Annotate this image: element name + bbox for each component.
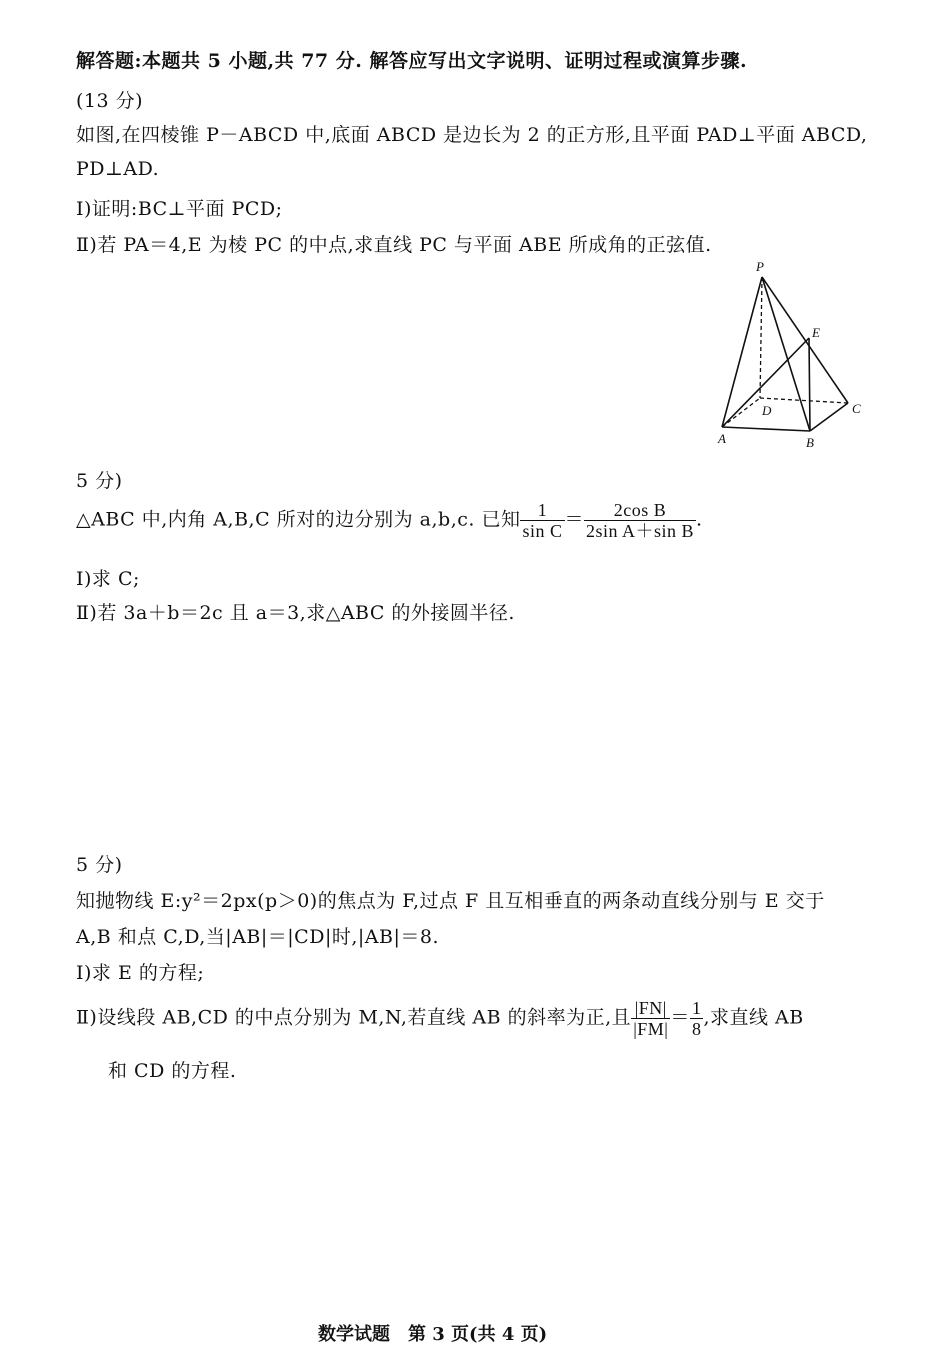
label-a: A xyxy=(718,431,726,446)
q2-part1: Ⅰ)求 C; xyxy=(76,568,140,590)
pyramid-figure xyxy=(700,255,870,455)
q2-stem-suffix: . xyxy=(696,508,703,531)
frac-numerator: 1 xyxy=(691,998,702,1018)
label-p: P xyxy=(756,259,764,274)
q1-stem-line1: 如图,在四棱锥 P－ABCD 中,底面 ABCD 是边长为 2 的正方形,且平面 PAD⊥平面 ABCD, xyxy=(76,124,868,146)
q1-points: (13 分) xyxy=(76,90,144,112)
q2-part2: Ⅱ)若 3a＋b＝2c 且 a＝3,求△ABC 的外接圆半径. xyxy=(76,602,515,624)
edge-pa xyxy=(722,277,762,427)
q3-ratio-fraction xyxy=(631,998,670,1039)
frac-denominator: 2sin A＋sin B xyxy=(586,521,695,541)
edge-dc xyxy=(760,398,848,403)
frac-numerator: 2cos B xyxy=(584,500,696,521)
q1-stem-line2: PD⊥AD. xyxy=(76,158,160,180)
q3-part2-line2: 和 CD 的方程. xyxy=(108,1060,237,1082)
q2-stem xyxy=(76,500,703,541)
label-c: C xyxy=(852,401,861,416)
frac-denominator: 8 xyxy=(691,1019,702,1039)
edge-pc xyxy=(762,277,848,403)
q2-stem-prefix: △ABC 中,内角 A,B,C 所对的边分别为 a,b,c. 已知 xyxy=(76,508,521,531)
q2-fraction-right xyxy=(584,500,696,541)
frac-denominator: |FM| xyxy=(633,1019,669,1039)
label-b: B xyxy=(806,435,814,450)
q2-points: 5 分) xyxy=(76,470,123,492)
q3-part2 xyxy=(76,998,804,1039)
page-footer: 数学试题 第 3 页(共 4 页) xyxy=(318,1324,548,1345)
frac-numerator: 1 xyxy=(520,500,564,521)
frac-denominator: sin C xyxy=(522,521,563,541)
q1-part1: Ⅰ)证明:BC⊥平面 PCD; xyxy=(76,198,283,220)
edge-be xyxy=(809,338,810,431)
q3-part1: Ⅰ)求 E 的方程; xyxy=(76,962,205,984)
q1-part2: Ⅱ)若 PA＝4,E 为棱 PC 的中点,求直线 PC 与平面 ABE 所成角的正弦值. xyxy=(76,234,712,256)
edge-ad xyxy=(722,398,760,427)
q3-part2-suffix: ,求直线 AB xyxy=(703,1006,804,1029)
edge-ab xyxy=(722,427,810,431)
q2-fraction-left xyxy=(520,500,564,541)
equals-sign: ＝ xyxy=(564,508,585,531)
q3-stem-line2: A,B 和点 C,D,当|AB|＝|CD|时,|AB|＝8. xyxy=(76,926,440,948)
section-header: 解答题:本题共 5 小题,共 77 分. 解答应写出文字说明、证明过程或演算步骤. xyxy=(76,50,748,72)
frac-numerator: |FN| xyxy=(631,998,670,1019)
edge-bc xyxy=(810,403,848,431)
label-e: E xyxy=(812,325,820,340)
q3-stem-line1: 知抛物线 E:y²＝2px(p＞0)的焦点为 F,过点 F 且互相垂直的两条动直线分别与 E 交于 xyxy=(76,890,825,912)
equals-sign: ＝ xyxy=(670,1006,690,1029)
q3-part2-prefix: Ⅱ)设线段 AB,CD 的中点分别为 M,N,若直线 AB 的斜率为正,且 xyxy=(76,1006,632,1029)
q3-value-fraction xyxy=(690,998,704,1039)
edge-pd xyxy=(760,277,762,398)
q3-points: 5 分) xyxy=(76,854,123,876)
label-d: D xyxy=(762,403,772,418)
